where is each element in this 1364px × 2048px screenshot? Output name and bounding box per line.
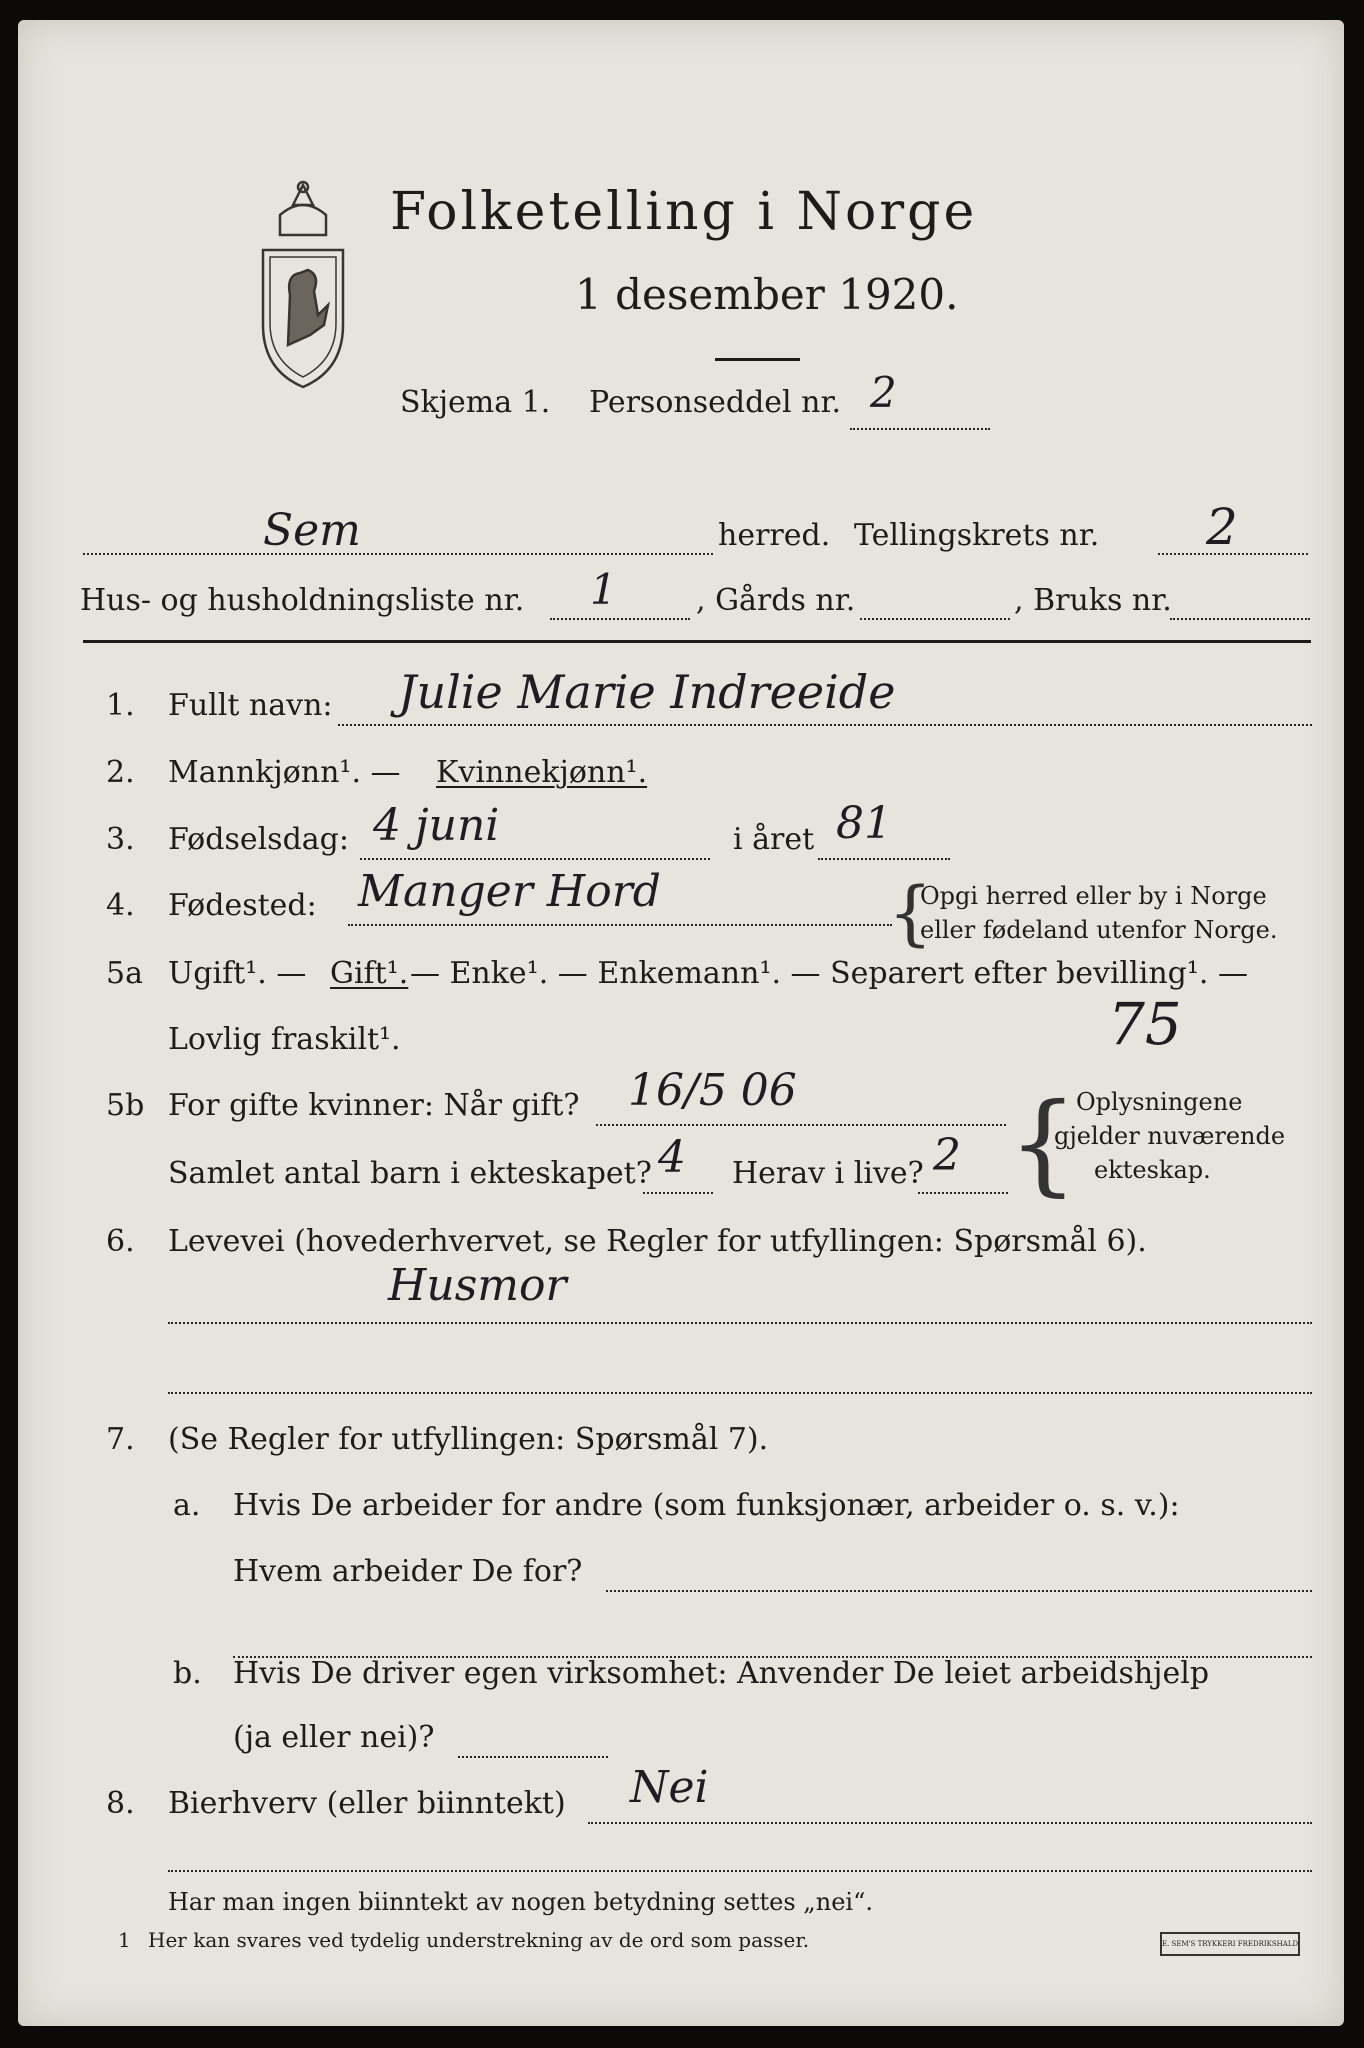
hus-label: Hus- og husholdningsliste nr. — [80, 583, 525, 618]
q7a-question: Hvem arbeider De for? — [233, 1554, 583, 1589]
q7b-letter: b. — [173, 1656, 202, 1691]
census-date: 1 desember 1920. — [575, 270, 959, 319]
option-gift[interactable]: Gift¹. — [330, 956, 409, 991]
marriage-note-2: gjelder nuværende — [1054, 1122, 1286, 1150]
q6-number: 6. — [106, 1224, 135, 1259]
footer-note: Har man ingen biinntekt av nogen betydning settes „nei“. — [168, 1888, 873, 1916]
option-lovlig-fraskilt[interactable]: Lovlig fraskilt¹. — [168, 1022, 401, 1057]
skjema-label: Skjema 1. — [400, 385, 551, 420]
birthday-value[interactable]: 4 juni — [373, 800, 500, 851]
footnote-mark: 1 — [118, 1928, 131, 1952]
occupation-value[interactable]: Husmor — [388, 1260, 567, 1311]
gards-label: , Gårds nr. — [696, 583, 856, 618]
q5b-number: 5b — [106, 1088, 145, 1123]
marriage-note-1: Oplysningene — [1076, 1088, 1243, 1116]
printer-stamp: E. SEM'S TRYKKERI FREDRIKSHALD — [1160, 1932, 1300, 1956]
herred-value[interactable]: Sem — [263, 505, 361, 556]
tellingskrets-label: Tellingskrets nr. — [854, 518, 1100, 553]
full-name-value[interactable]: Julie Marie Indreeide — [398, 665, 896, 719]
q4-label: Fødested: — [168, 888, 317, 923]
gards-field[interactable] — [860, 618, 1010, 620]
q1-label: Fullt navn: — [168, 688, 333, 723]
marriage-date-value[interactable]: 16/5 06 — [628, 1065, 797, 1116]
personseddel-value[interactable]: 2 — [870, 368, 897, 417]
q8-label: Bierhverv (eller biinntekt) — [168, 1786, 566, 1821]
margin-annotation: 75 — [1108, 990, 1182, 1058]
children-total-value[interactable]: 4 — [658, 1132, 686, 1183]
q7-number: 7. — [106, 1422, 135, 1457]
q5b-alive-label: Herav i live? — [732, 1156, 924, 1191]
side-income-value[interactable]: Nei — [630, 1762, 709, 1813]
bruks-field[interactable] — [1170, 618, 1310, 620]
birthplace-note-2: eller fødeland utenfor Norge. — [920, 916, 1278, 944]
q7a-text: Hvis De arbeider for andre (som funksjonær, arbeider o. s. v.): — [233, 1488, 1180, 1523]
q2-number: 2. — [106, 755, 135, 790]
section-divider — [83, 640, 1311, 643]
q3-label: Fødselsdag: — [168, 822, 349, 857]
q8-number: 8. — [106, 1786, 135, 1821]
q1-number: 1. — [106, 688, 135, 723]
herred-label: herred. — [718, 518, 831, 553]
employer-field[interactable] — [606, 1590, 1312, 1592]
marriage-note-3: ekteskap. — [1094, 1156, 1211, 1184]
option-kvinnekjonn[interactable]: Kvinnekjønn¹. — [436, 755, 648, 790]
hus-value[interactable]: 1 — [590, 565, 617, 614]
form-title: Folketelling i Norge — [390, 182, 978, 242]
q7b-text: Hvis De driver egen virksomhet: Anvender De leiet arbeidshjelp — [233, 1656, 1210, 1691]
personseddel-label: Personseddel nr. — [589, 385, 842, 420]
q5b-children-label: Samlet antal barn i ekteskapet? — [168, 1156, 652, 1191]
bruks-label: , Bruks nr. — [1014, 583, 1172, 618]
q3-number: 3. — [106, 822, 135, 857]
hired-help-field[interactable] — [458, 1756, 608, 1758]
option-ugift[interactable]: Ugift¹. — — [168, 956, 307, 991]
occupation-field-line-2[interactable] — [168, 1392, 1312, 1394]
q4-number: 4. — [106, 888, 135, 923]
tellingskrets-value[interactable]: 2 — [1206, 498, 1238, 556]
birth-year-value[interactable]: 81 — [836, 798, 892, 849]
q7-label: (Se Regler for utfyllingen: Spørsmål 7). — [168, 1422, 769, 1457]
q5b-label: For gifte kvinner: Når gift? — [168, 1088, 580, 1123]
q7b-question: (ja eller nei)? — [233, 1720, 435, 1755]
children-alive-value[interactable]: 2 — [933, 1130, 961, 1181]
side-income-field-line-2[interactable] — [168, 1870, 1312, 1872]
footnote-text: Her kan svares ved tydelig understrekning av de ord som passer. — [148, 1928, 810, 1952]
q7a-letter: a. — [173, 1488, 201, 1523]
birthplace-note-1: Opgi herred eller by i Norge — [920, 882, 1267, 910]
title-rule — [715, 358, 800, 361]
option-mannkjonn[interactable]: Mannkjønn¹. — — [168, 755, 401, 790]
birthplace-value[interactable]: Manger Hord — [358, 866, 661, 917]
norwegian-coat-of-arms-icon — [238, 175, 368, 395]
q6-label: Levevei (hovederhvervet, se Regler for utfyllingen: Spørsmål 6). — [168, 1224, 1147, 1259]
q3-year-label: i året — [733, 822, 815, 857]
q5a-number: 5a — [106, 956, 143, 991]
census-form: Folketelling i Norge 1 desember 1920. Skjema 1. Personseddel nr. 2 Sem herred. Tellingskrets nr. 2 Hus- og husholdningsliste nr. 1 , Gårds nr. , Bruks nr. 1. Fullt navn: Julie Marie Indreeide 2. Mannkjønn¹. — Kvinnekjønn¹. 3. Fødselsdag: 4 juni i året 81 4. Fødested: Manger Hord { Opgi herred eller by i Norge eller fødeland utenfor Norge. 5a Ugift¹. — Gift¹. — Enke¹. — Enkemann¹. — Separert efter bevilling¹. — Lovlig fraskilt¹. 75 5b For gifte kvinner: Når gift? 16/5 06 Samlet antal barn i ekteskapet? 4 Herav i live? 2 { Oplysningene gjelder nuværende ekteskap. 6. Levevei (hovederhvervet, se Regler for utfyllingen: Spørsmål 6). Husmor 7. (Se Regler for utfyllingen: Spørsmål 7). a. Hvis De arbeider for andre (som funksjonær, arbeider o. s. v.): Hvem arbeider De for? b. Hvis De driver egen virksomhet: Anvender De leiet arbeidshjelp (ja eller nei)? 8. Bierhverv (eller biinntekt) Nei Har man ingen biinntekt av nogen betydning settes „nei“. 1 Her kan svares ved tydelig understrekning av de ord som passer. E. SEM'S TRYKKERI FREDRIKSHALD — [18, 20, 1344, 2026]
option-other-status[interactable]: — Enke¹. — Enkemann¹. — Separert efter bevilling¹. — — [410, 956, 1248, 991]
